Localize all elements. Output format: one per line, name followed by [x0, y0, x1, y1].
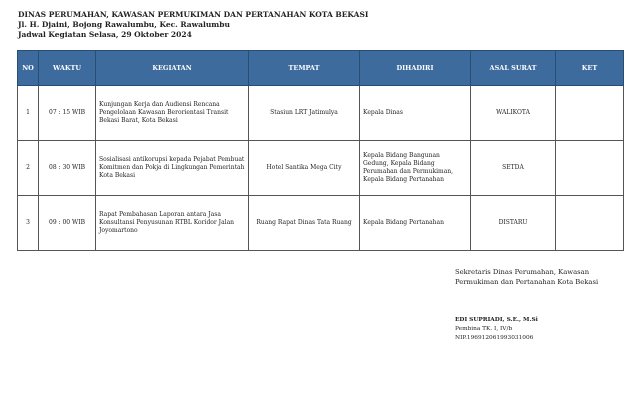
table-row [18, 86, 624, 141]
schedule-date: Jadwal Kegiatan Selasa, 29 Oktober 2024 [18, 30, 192, 39]
column-header-tempat: TEMPAT [249, 51, 360, 86]
cell-no: 1 [18, 86, 39, 141]
signature-position-line2: Permukiman dan Pertanahan Kota Bekasi [455, 278, 599, 286]
column-header-no: NO [18, 51, 39, 86]
document-header [18, 10, 368, 40]
table-row [18, 196, 624, 251]
cell-asal-surat: WALIKOTA [471, 86, 556, 141]
column-header-ket: KET [556, 51, 624, 86]
cell-ket [556, 86, 624, 141]
column-header-kegiatan: KEGIATAN [96, 51, 249, 86]
agency-address: Jl. H. Djaini, Bojong Rawalumbu, Kec. Rawalumbu [18, 20, 230, 29]
cell-no: 3 [18, 196, 39, 251]
cell-kegiatan: Sosialisasi antikorupsi kepada Pejabat Pembuat Komitmen dan Pokja di Lingkungan Pemerintah Kota Bekasi [96, 141, 249, 196]
cell-tempat: Stasiun LRT Jatimulya [249, 86, 360, 141]
cell-dihadiri: Kepala Bidang Pertanahan [360, 196, 471, 251]
cell-no: 2 [18, 141, 39, 196]
cell-kegiatan: Kunjungan Kerja dan Audiensi Rencana Pengelolaan Kawasan Berorientasi Transit Bekasi Barat, Kota Bekasi [96, 86, 249, 141]
cell-asal-surat: DISTARU [471, 196, 556, 251]
signature-position [455, 267, 598, 287]
cell-waktu: 07 : 15 WIB [39, 86, 96, 141]
column-header-waktu: WAKTU [39, 51, 96, 86]
cell-ket [556, 141, 624, 196]
signatory-rank: Pembina TK. I, IV/b [455, 326, 513, 332]
cell-kegiatan: Rapat Pembahasan Laporan antara Jasa Konsultansi Penyusunan RTBL Koridor Jalan Joyomartono [96, 196, 249, 251]
schedule-table [17, 50, 624, 251]
column-header-asal-surat: ASAL SURAT [471, 51, 556, 86]
cell-tempat: Ruang Rapat Dinas Tata Ruang [249, 196, 360, 251]
cell-waktu: 08 : 30 WIB [39, 141, 96, 196]
signatory-nip: NIP.196912061993031006 [455, 335, 534, 341]
cell-waktu: 09 : 00 WIB [39, 196, 96, 251]
cell-dihadiri: Kepala Dinas [360, 86, 471, 141]
agency-name: DINAS PERUMAHAN, KAWASAN PERMUKIMAN DAN PERTANAHAN KOTA BEKASI [18, 10, 369, 19]
signature-block [455, 316, 538, 343]
table-row [18, 141, 624, 196]
signatory-name: EDI SUPRIADI, S.E., M.Si [455, 317, 538, 323]
column-header-dihadiri: DIHADIRI [360, 51, 471, 86]
cell-tempat: Hotel Santika Mega City [249, 141, 360, 196]
table-header-row [18, 51, 624, 86]
cell-asal-surat: SETDA [471, 141, 556, 196]
cell-dihadiri: Kepala Bidang Bangunan Gedung, Kepala Bidang Perumahan dan Permukiman, Kepala Bidang Pertanahan [360, 141, 471, 196]
signature-position-line1: Sekretaris Dinas Perumahan, Kawasan [455, 268, 590, 276]
cell-ket [556, 196, 624, 251]
